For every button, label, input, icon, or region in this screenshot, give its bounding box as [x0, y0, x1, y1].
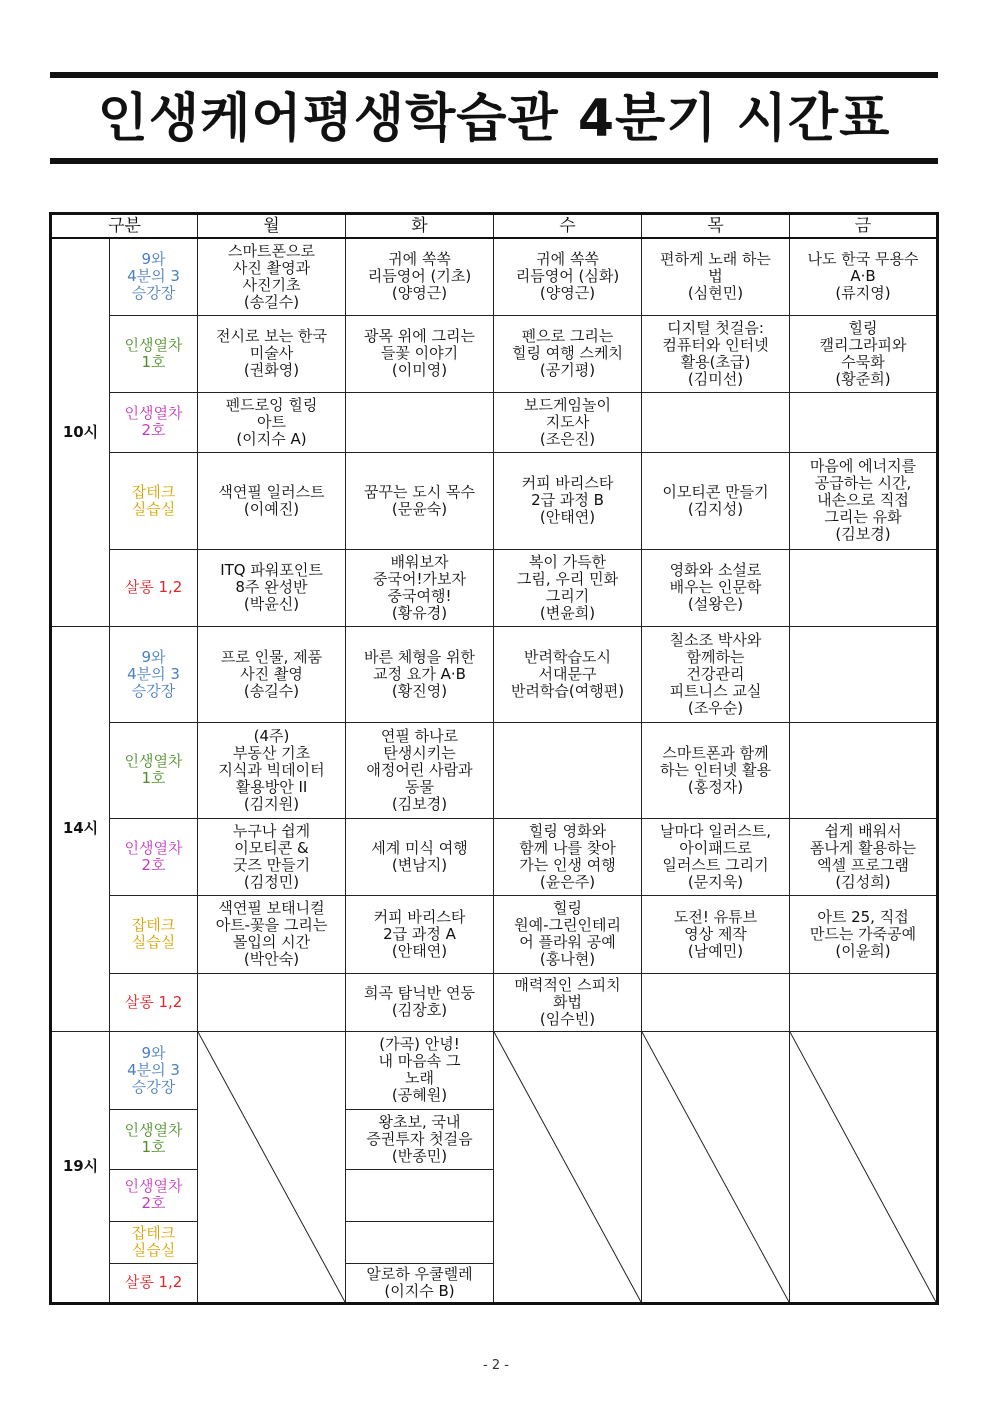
room-label-r4: 잡테크 실습실: [110, 895, 198, 973]
header-thu: 목: [642, 214, 790, 239]
title-bottom-rule: [50, 158, 938, 164]
class-cell: 꿈꾸는 도시 목수 (문윤숙): [346, 452, 494, 549]
class-cell: [642, 392, 790, 452]
room-label-r1: 9와 4분의 3 승강장: [110, 626, 198, 722]
class-cell: 날마다 일러스트, 아이패드로 일러스트 그리기 (문지욱): [642, 818, 790, 895]
class-cell: 희곡 탐닉반 연둥 (김장호): [346, 973, 494, 1031]
no-class-diagonal-thu: [642, 1031, 790, 1303]
class-cell: [790, 973, 938, 1031]
class-cell: 복이 가득한 그림, 우리 민화 그리기 (변윤희): [494, 549, 642, 626]
class-cell: ITQ 파워포인트 8주 완성반 (박윤신): [198, 549, 346, 626]
room-label-r2: 인생열차 1호: [110, 722, 198, 818]
time-14: 14시: [51, 626, 110, 1031]
room-label-r1: 9와 4분의 3 승강장: [110, 1031, 198, 1109]
time-19: 19시: [51, 1031, 110, 1303]
class-cell: 칠소조 박사와 함께하는 건강관리 피트니스 교실 (조우순): [642, 626, 790, 722]
class-cell: [494, 722, 642, 818]
no-class-diagonal-wed: [494, 1031, 642, 1303]
class-cell: 이모티콘 만들기 (김지성): [642, 452, 790, 549]
class-cell: 스마트폰으로 사진 촬영과 사진기초 (송길수): [198, 238, 346, 315]
room-label-r4: 잡테크 실습실: [110, 452, 198, 549]
row-19-r1: [51, 1031, 938, 1109]
room-label-r5: 살롱 1,2: [110, 1263, 198, 1303]
row-10-r4: [51, 452, 938, 549]
class-cell: 보드게임놀이 지도사 (조은진): [494, 392, 642, 452]
class-cell: 알로하 우쿨렐레 (이지수 B): [346, 1263, 494, 1303]
class-cell: 편하게 노래 하는 법 (심현민): [642, 238, 790, 315]
room-label-r2: 인생열차 1호: [110, 315, 198, 392]
class-cell: 아트 25, 직접 만드는 가죽공예 (이윤희): [790, 895, 938, 973]
class-cell: 도전! 유튜브 영상 제작 (남예민): [642, 895, 790, 973]
class-cell: 나도 한국 무용수 A·B (류지영): [790, 238, 938, 315]
time-10: 10시: [51, 238, 110, 626]
class-cell: 영화와 소설로 배우는 인문학 (설왕은): [642, 549, 790, 626]
header-category: 구분: [51, 214, 198, 239]
room-label-r4: 잡테크 실습실: [110, 1221, 198, 1263]
class-cell: 매력적인 스피치 화법 (임수빈): [494, 973, 642, 1031]
class-cell: 마음에 에너지를 공급하는 시간, 내손으로 직접 그리는 유화 (김보경): [790, 452, 938, 549]
class-cell: 반려학습도시 서대문구 반려학습(여행편): [494, 626, 642, 722]
timetable: [49, 212, 939, 1305]
class-cell: 왕초보, 국내 증권투자 첫걸음 (반종민): [346, 1109, 494, 1169]
page-number: - 2 -: [483, 1358, 509, 1373]
room-label-r5: 살롱 1,2: [110, 973, 198, 1031]
class-cell: 힐링 영화와 함께 나를 찾아 가는 인생 여행 (윤은주): [494, 818, 642, 895]
class-cell: 바른 체형을 위한 교정 요가 A·B (황진영): [346, 626, 494, 722]
room-label-r3: 인생열차 2호: [110, 392, 198, 452]
row-10-r2: [51, 315, 938, 392]
class-cell: 커피 바리스타 2급 과정 B (안태연): [494, 452, 642, 549]
row-10-r5: [51, 549, 938, 626]
class-cell: 힐링 원예-그린인테리 어 플라워 공예 (홍나현): [494, 895, 642, 973]
class-cell: [790, 392, 938, 452]
class-cell: [790, 722, 938, 818]
header-row: [51, 214, 938, 239]
title-top-rule: [50, 72, 938, 78]
row-10-r1: [51, 238, 938, 315]
class-cell: 커피 바리스타 2급 과정 A (안태연): [346, 895, 494, 973]
class-cell: 세계 미식 여행 (변남지): [346, 818, 494, 895]
class-cell: 펜드로잉 힐링 아트 (이지수 A): [198, 392, 346, 452]
class-cell: 전시로 보는 한국 미술사 (권화영): [198, 315, 346, 392]
room-label-r2: 인생열차 1호: [110, 1109, 198, 1169]
row-14-r3: [51, 818, 938, 895]
class-cell: 귀에 쏙쏙 리듬영어 (기초) (양영근): [346, 238, 494, 315]
header-wed: 수: [494, 214, 642, 239]
room-label-r5: 살롱 1,2: [110, 549, 198, 626]
header-mon: 월: [198, 214, 346, 239]
class-cell: [346, 1169, 494, 1221]
class-cell: [346, 1221, 494, 1263]
class-cell: 쉽게 배워서 폼나게 활용하는 엑셀 프로그램 (김성희): [790, 818, 938, 895]
class-cell: 스마트폰과 함께 하는 인터넷 활용 (홍정자): [642, 722, 790, 818]
class-cell: 프로 인물, 제품 사진 촬영 (송길수): [198, 626, 346, 722]
class-cell: 누구나 쉽게 이모티콘 & 굿즈 만들기 (김정민): [198, 818, 346, 895]
class-cell: [790, 626, 938, 722]
class-cell: 색연필 일러스트 (이예진): [198, 452, 346, 549]
class-cell: 연필 하나로 탄생시키는 애정어린 사람과 동물 (김보경): [346, 722, 494, 818]
row-14-r1: [51, 626, 938, 722]
class-cell: 배워보자 중국어!가보자 중국여행! (황유경): [346, 549, 494, 626]
class-cell: 귀에 쏙쏙 리듬영어 (심화) (양영근): [494, 238, 642, 315]
class-cell: 색연필 보태니컬 아트-꽃을 그리는 몰입의 시간 (박안숙): [198, 895, 346, 973]
class-cell: 광목 위에 그리는 들꽃 이야기 (이미영): [346, 315, 494, 392]
class-cell: 펜으로 그리는 힐링 여행 스케치 (공기평): [494, 315, 642, 392]
room-label-r3: 인생열차 2호: [110, 818, 198, 895]
class-cell: 디지털 첫걸음: 컴퓨터와 인터넷 활용(초급) (김미선): [642, 315, 790, 392]
row-14-r5: [51, 973, 938, 1031]
row-14-r2: [51, 722, 938, 818]
class-cell: [198, 973, 346, 1031]
header-tue: 화: [346, 214, 494, 239]
no-class-diagonal-mon: [198, 1031, 346, 1303]
class-cell: [642, 973, 790, 1031]
row-14-r4: [51, 895, 938, 973]
room-label-r3: 인생열차 2호: [110, 1169, 198, 1221]
class-cell: [790, 549, 938, 626]
header-fri: 금: [790, 214, 938, 239]
class-cell: (가곡) 안녕! 내 마음속 그 노래 (공혜원): [346, 1031, 494, 1109]
page-title: 인생케어평생학습관 4분기 시간표: [97, 89, 891, 149]
class-cell: [346, 392, 494, 452]
no-class-diagonal-fri: [790, 1031, 938, 1303]
class-cell: (4주) 부동산 기초 지식과 빅데이터 활용방안 II (김지원): [198, 722, 346, 818]
row-10-r3: [51, 392, 938, 452]
class-cell: 힐링 캘리그라피와 수묵화 (황준희): [790, 315, 938, 392]
room-label-r1: 9와 4분의 3 승강장: [110, 238, 198, 315]
